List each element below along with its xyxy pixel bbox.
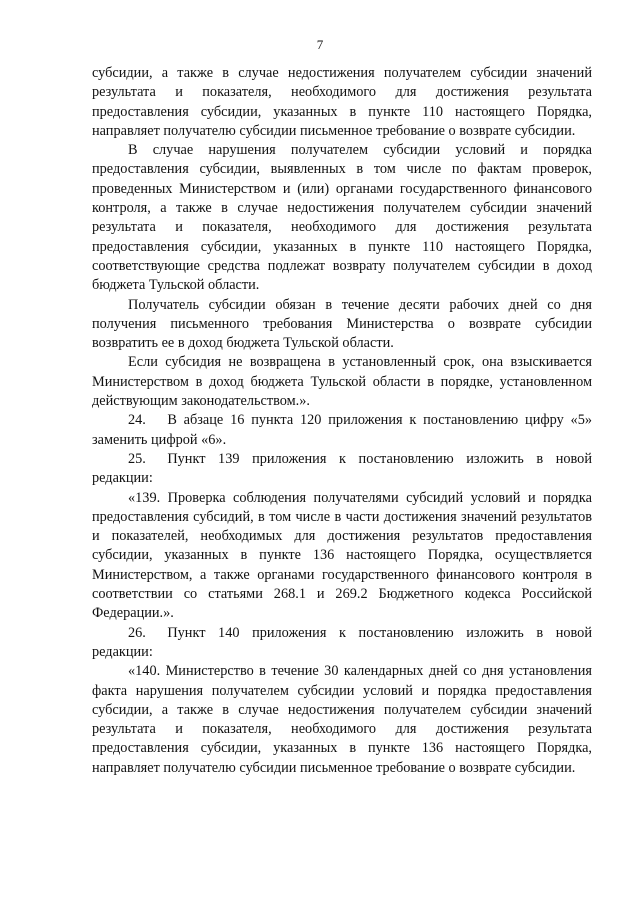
paragraph-item-24: 24. В абзаце 16 пункта 120 приложения к постановлению цифру «5» заменить цифрой «6». bbox=[92, 412, 592, 448]
paragraph-point-139: «139. Проверка соблюдения получателями субсидий условий и порядка предоставления субсидий, в том числе в части достижения значений результатов и показателей, необходимых для достижения результатов предоставления субсидии, указанных в пункте 136 настоящего Порядка, осуществляется Министерством, а также органами государственного финансового контроля в соответствии со статьями 268.1 и 269.2 Бюджетного кодекса Российской Федерации.». bbox=[92, 489, 592, 622]
paragraph-point-140: «140. Министерство в течение 30 календарных дней со дня установления факта нарушения получателем субсидии условий и порядка предоставления субсидии, а также в случае недостижения получателем субсидии значений результата и показателя, необходимого для достижения результата предоставления субсидии, указанных в пункте 136 настоящего Порядка, направляет получателю субсидии письменное требование о возврате субсидии. bbox=[92, 663, 592, 776]
paragraph-item-26: 26. Пункт 140 приложения к постановлению изложить в новой редакции: bbox=[92, 624, 592, 660]
paragraph-item-25: 25. Пункт 139 приложения к постановлению изложить в новой редакции: bbox=[92, 450, 592, 487]
document-body bbox=[92, 64, 592, 778]
paragraph-subsidy-refund: В случае нарушения получателем субсидии условий и порядка предоставления субсидии, выявленных в том числе по фактам проверок, проведенных Министерством и (или) органами государственного финансового контроля, а также в случае недостижения получателем субсидии значений результата и показателя, необходимого для достижения результата предоставления субсидии, указанных в пункте 110 настоящего Порядка, соответствующие средства подлежат возврату получателем субсидии в доход бюджета Тульской области. bbox=[92, 142, 592, 294]
page-number: 7 bbox=[316, 37, 324, 52]
paragraph-recovery: Если субсидия не возвращена в установленный срок, она взыскивается Министерством в доход бюджета Тульской области в порядке, установленном действующим законодательством.». bbox=[92, 354, 592, 410]
paragraph-continuation: субсидии, а также в случае недостижения получателем субсидии значений результата и показателя, необходимого для достижения результата предоставления субсидии, указанных в пункте 110 настоящего Порядка, направляет получателю субсидии письменное требование о возврате субсидии. bbox=[92, 65, 592, 139]
paragraph-refund-deadline: Получатель субсидии обязан в течение десяти рабочих дней со дня получения письменного требования Министерства о возврате субсидии возвратить ее в доход бюджета Тульской области. bbox=[92, 296, 592, 352]
